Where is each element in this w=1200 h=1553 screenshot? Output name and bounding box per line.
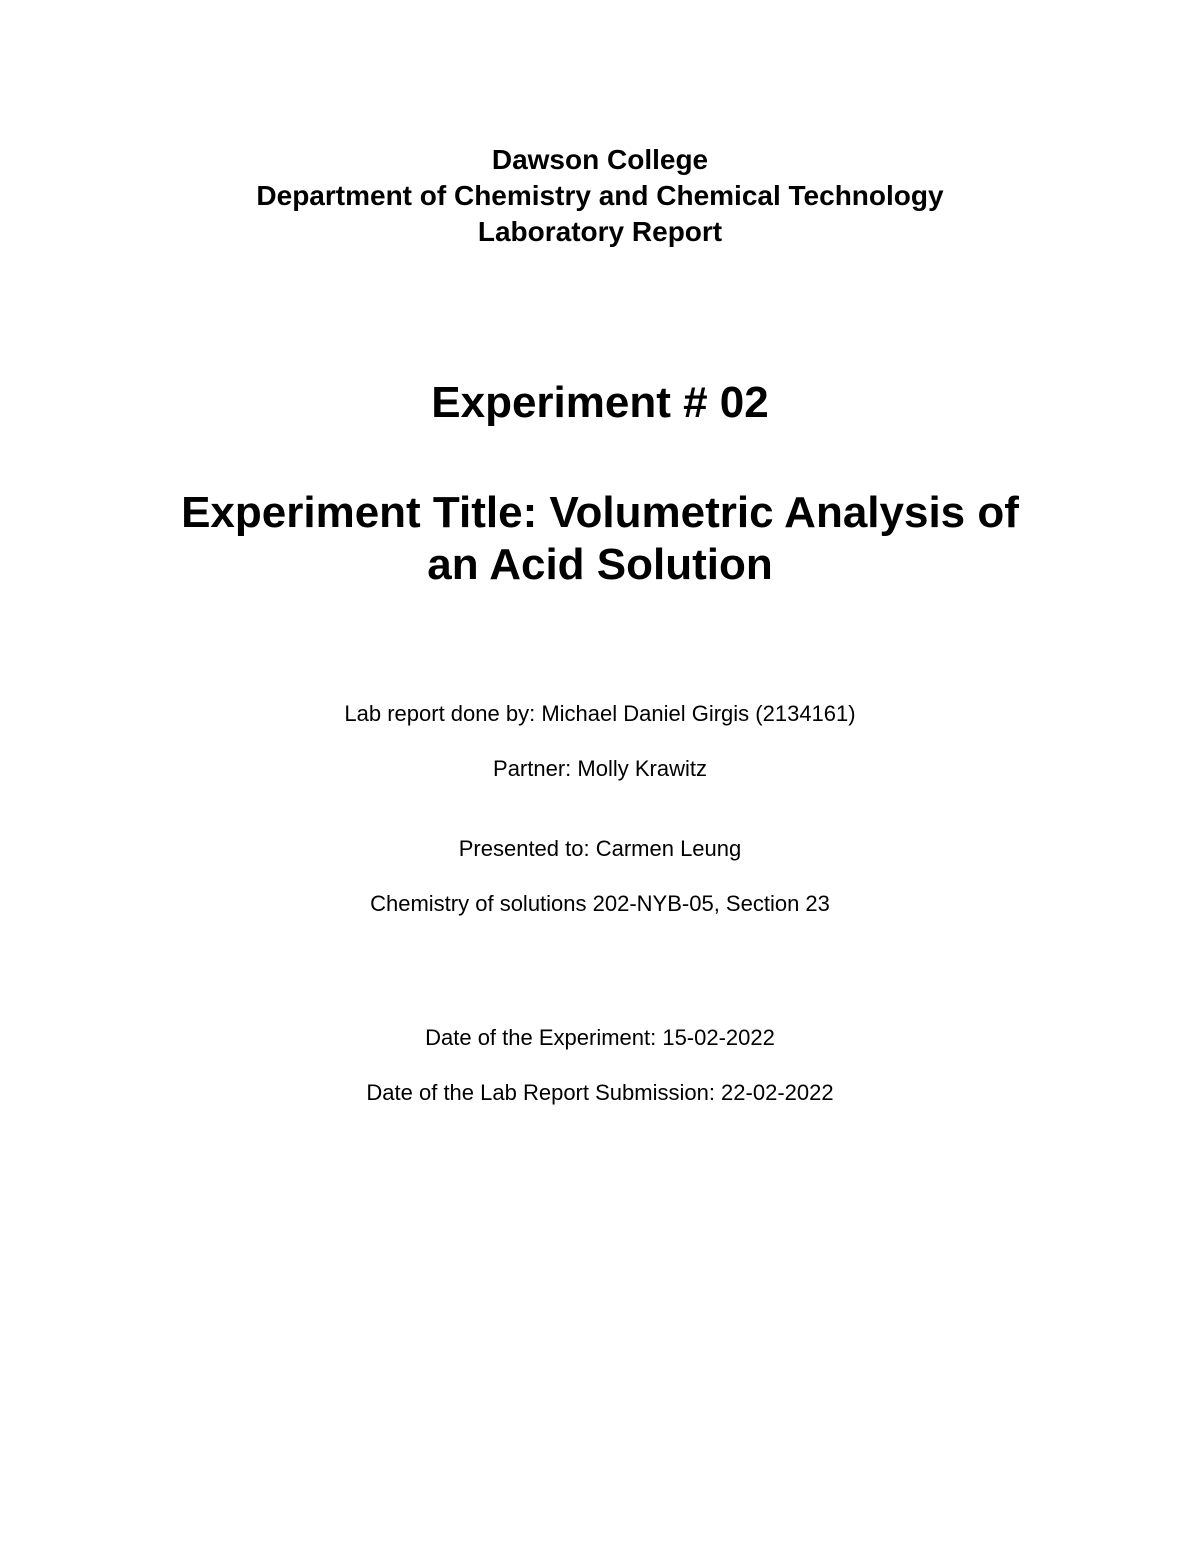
partner-line: Partner: Molly Krawitz: [493, 756, 707, 781]
experiment-title-line-2: an Acid Solution: [427, 540, 773, 589]
experiment-number: Experiment # 02: [431, 378, 769, 427]
department-name: Department of Chemistry and Chemical Technology: [256, 180, 944, 211]
report-type: Laboratory Report: [477, 216, 723, 247]
course-line: Chemistry of solutions 202-NYB-05, Section 23: [370, 891, 830, 916]
experiment-date-line: Date of the Experiment: 15-02-2022: [425, 1025, 775, 1050]
submission-date-line: Date of the Lab Report Submission: 22-02-2022: [366, 1080, 834, 1105]
presented-to-line: Presented to: Carmen Leung: [458, 836, 742, 861]
experiment-title-line-1: Experiment Title: Volumetric Analysis of: [181, 488, 1019, 537]
done-by-line: Lab report done by: Michael Daniel Girgis (2134161): [344, 701, 856, 726]
institution-name: Dawson College: [491, 144, 709, 175]
